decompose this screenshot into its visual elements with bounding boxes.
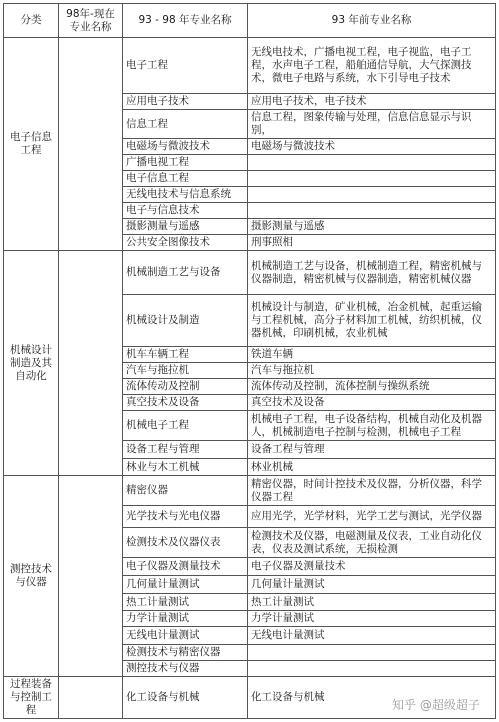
old-major-cell: 机车车辆工程 (123, 347, 248, 363)
old-major-cell: 精密仪器 (123, 476, 248, 506)
pre93-major-cell: 设备工程与管理 (248, 441, 496, 459)
pre93-major-cell: 应用光学，光学材料，光学工艺与测试，光学仪器 (248, 506, 496, 528)
old-major-cell: 摄影测量与遥感 (123, 219, 248, 235)
current-major-cell (59, 251, 123, 476)
old-major-cell: 电子仪器及测量技术 (123, 558, 248, 576)
old-major-cell: 电磁场与微波技术 (123, 139, 248, 155)
pre93-major-cell (248, 203, 496, 219)
pre93-major-cell (248, 187, 496, 203)
pre93-major-cell: 流体传动及控制，流体控制与操纵系统 (248, 379, 496, 395)
old-major-cell: 公共安全图像技术 (123, 235, 248, 251)
major-table (3, 3, 496, 719)
table-row (4, 476, 496, 506)
old-major-cell: 检测技术与精密仪器 (123, 645, 248, 661)
pre93-major-cell: 化工设备与机械 (248, 677, 496, 719)
old-major-cell: 真空技术及设备 (123, 395, 248, 411)
pre93-major-cell: 铁道车辆 (248, 347, 496, 363)
old-major-cell: 无线电技术与信息系统 (123, 187, 248, 203)
pre93-major-cell: 力学计量测试 (248, 611, 496, 627)
pre93-major-cell: 热工计量测试 (248, 594, 496, 611)
watermark: 知乎 @超级超子 (392, 698, 480, 712)
header-row (4, 4, 496, 38)
pre93-major-cell: 机械制造工艺与设备，机械制造工程，精密机械与仪器制造，精密机械与仪器制造，精密机械仪器 (248, 251, 496, 295)
old-major-cell: 化工设备与机械 (123, 677, 248, 719)
old-major-cell: 设备工程与管理 (123, 441, 248, 459)
old-major-cell: 热工计量测试 (123, 594, 248, 611)
header-current: 98年-现在专业名称 (59, 4, 123, 38)
old-major-cell: 电子工程 (123, 38, 248, 94)
old-major-cell: 光学技术与光电仪器 (123, 506, 248, 528)
old-major-cell: 机械电子工程 (123, 411, 248, 441)
pre93-major-cell: 机械电子工程，电子设备结构，机械自动化及机器人，机械制造电子控制与检测，机械电子工程 (248, 411, 496, 441)
old-major-cell: 广播电视工程 (123, 155, 248, 171)
old-major-cell: 电子信息工程 (123, 171, 248, 187)
pre93-major-cell: 机械设计与制造，矿业机械，冶金机械，起重运输与工程机械，高分子材料加工机械，纺织机械，仪器机械，印刷机械，农业机械 (248, 295, 496, 347)
old-major-cell: 机械制造工艺与设备 (123, 251, 248, 295)
header-old: 93 - 98 年专业名称 (123, 4, 248, 38)
pre93-major-cell: 几何量计量测试 (248, 576, 496, 594)
current-major-cell (59, 476, 123, 677)
pre93-major-cell: 无线电技术，广播电视工程，电子视监，电子工程，水声电子工程，船舶通信导航，大气探测技术，微电子电路与系统，水下引导电子技术 (248, 38, 496, 94)
pre93-major-cell: 检测技术及仪器，电磁测量及仪表，工业自动化仪表，仪表及测试系统，无损检测 (248, 528, 496, 558)
old-major-cell: 无线电计量测试 (123, 627, 248, 645)
pre93-major-cell (248, 171, 496, 187)
pre93-major-cell: 应用电子技术，电子技术 (248, 94, 496, 110)
old-major-cell: 流体传动及控制 (123, 379, 248, 395)
old-major-cell: 信息工程 (123, 110, 248, 139)
table-row (4, 251, 496, 295)
pre93-major-cell (248, 645, 496, 661)
pre93-major-cell: 精密仪器，时间计控技术及仪器，分析仪器，科学仪器工程 (248, 476, 496, 506)
table-row (4, 38, 496, 94)
pre93-major-cell: 刑事照相 (248, 235, 496, 251)
old-major-cell: 机械设计及制造 (123, 295, 248, 347)
current-major-cell (59, 38, 123, 251)
category-cell: 过程装备与控制工程 (4, 677, 59, 719)
current-major-cell (59, 677, 123, 719)
pre93-major-cell: 汽车与拖拉机 (248, 363, 496, 379)
header-category: 分类 (4, 4, 59, 38)
category-cell: 测控技术与仪器 (4, 476, 59, 677)
category-cell: 机械设计制造及其自动化 (4, 251, 59, 476)
pre93-major-cell: 林业机械 (248, 459, 496, 476)
pre93-major-cell: 信息工程，图象传输与处理，信息信息显示与识别， (248, 110, 496, 139)
old-major-cell: 几何量计量测试 (123, 576, 248, 594)
pre93-major-cell: 真空技术及设备 (248, 395, 496, 411)
pre93-major-cell: 摄影测量与遥感 (248, 219, 496, 235)
pre93-major-cell: 电磁场与微波技术 (248, 139, 496, 155)
pre93-major-cell: 无线电计量测试 (248, 627, 496, 645)
old-major-cell: 汽车与拖拉机 (123, 363, 248, 379)
old-major-cell: 检测技术及仪器仪表 (123, 528, 248, 558)
old-major-cell: 应用电子技术 (123, 94, 248, 110)
header-pre93: 93 年前专业名称 (248, 4, 496, 38)
old-major-cell: 测控技术与仪器 (123, 661, 248, 677)
old-major-cell: 电子与信息技术 (123, 203, 248, 219)
pre93-major-cell (248, 155, 496, 171)
old-major-cell: 林业与木工机械 (123, 459, 248, 476)
pre93-major-cell (248, 661, 496, 677)
pre93-major-cell: 电子仪器及测量技术 (248, 558, 496, 576)
old-major-cell: 力学计量测试 (123, 611, 248, 627)
category-cell: 电子信息工程 (4, 38, 59, 251)
